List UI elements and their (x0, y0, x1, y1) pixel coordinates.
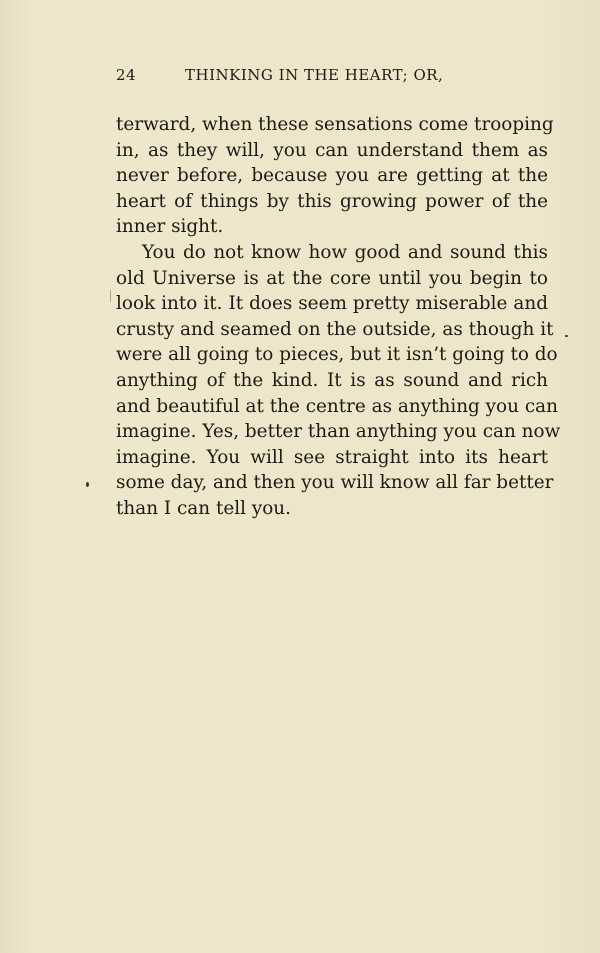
text-line: anything of the kind. It is as sound and rich (116, 369, 548, 391)
text-line: were all going to pieces, but it isn’t going to do (116, 344, 558, 366)
text-line: You do not know how good and sound this (142, 241, 548, 263)
text-line: never before, because you are getting at the (116, 165, 548, 187)
ink-speck (86, 482, 89, 487)
running-title: THINKING IN THE HEART; OR, (185, 66, 444, 84)
text-line: than I can tell you. (116, 497, 291, 519)
running-header (116, 66, 546, 88)
page-number: 24 (116, 66, 137, 84)
text-line: old Universe is at the core until you begin to (116, 267, 548, 289)
text-line: look into it. It does seem pretty miserable and (116, 293, 548, 315)
ink-speck (110, 290, 111, 302)
ink-speck (565, 335, 568, 337)
paragraph (116, 112, 554, 240)
text-line: imagine. Yes, better than anything you can now (116, 421, 561, 443)
text-line: imagine. You will see straight into its heart (116, 446, 548, 468)
paragraph (116, 240, 561, 522)
body-text (116, 112, 561, 522)
text-line: some day, and then you will know all far better (116, 472, 554, 494)
text-line: in, as they will, you can understand them as (116, 139, 548, 161)
text-line: terward, when these sensations come trooping (116, 114, 554, 135)
text-line: crusty and seamed on the outside, as though it (116, 318, 554, 340)
text-line: heart of things by this growing power of the (116, 190, 548, 212)
text-line: and beautiful at the centre as anything you can (116, 395, 558, 417)
text-line: inner sight. (116, 216, 224, 238)
